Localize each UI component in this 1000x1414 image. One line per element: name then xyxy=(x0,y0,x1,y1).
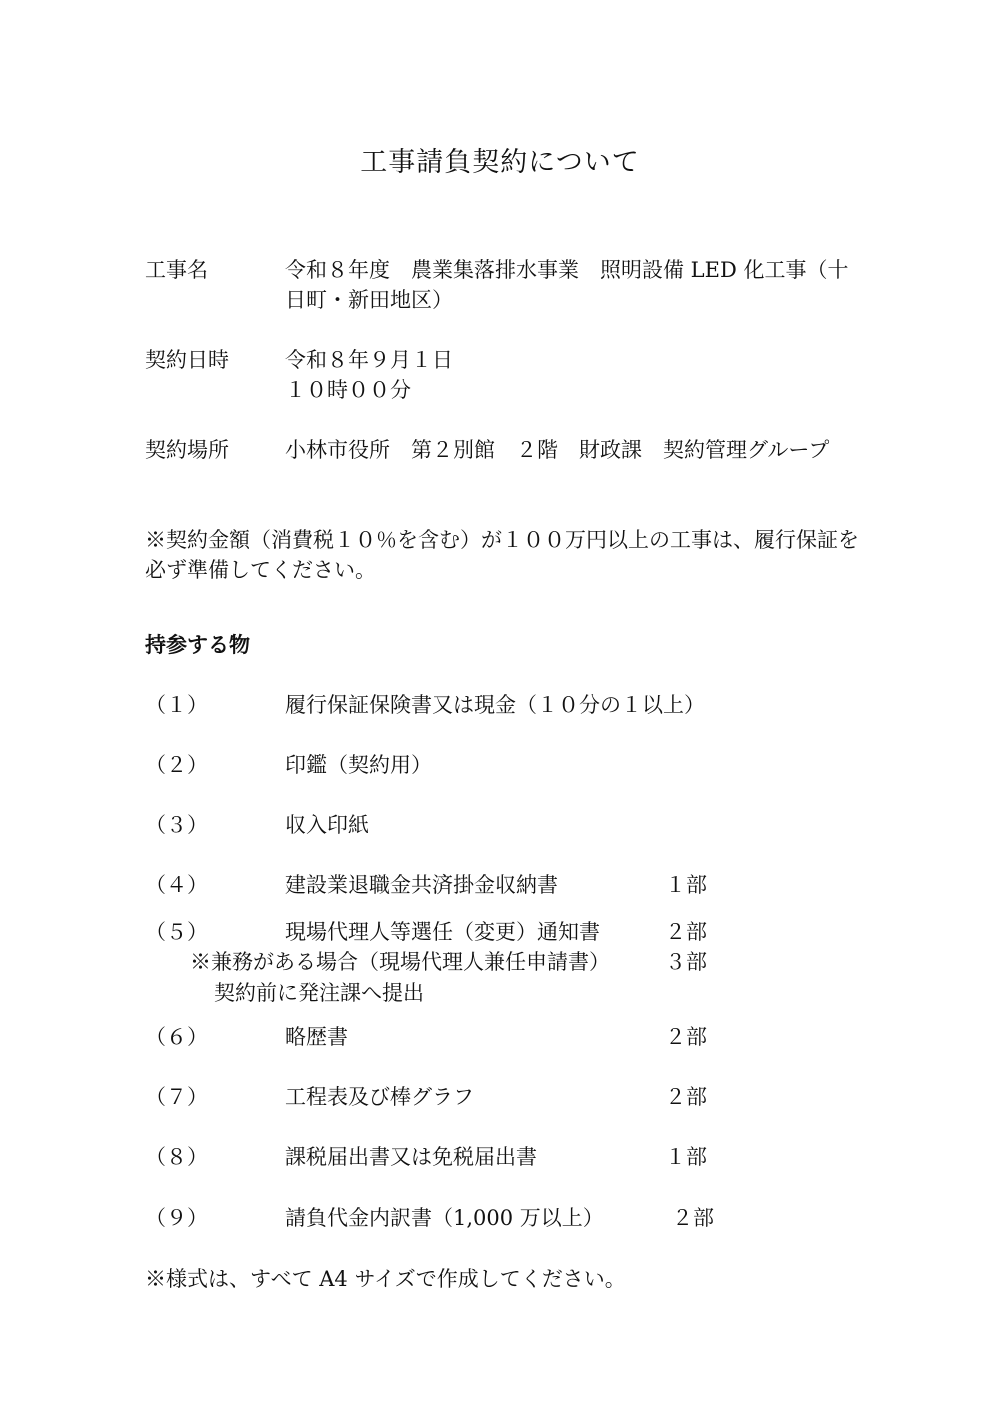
item-number: （３） xyxy=(145,813,208,837)
list-item xyxy=(145,690,865,720)
item-text: 略歴書 xyxy=(285,1025,348,1049)
field-label: 契約場所 xyxy=(145,438,229,462)
item-number: （２） xyxy=(145,753,208,777)
item-sub-text: ※兼務がある場合（現場代理人兼任申請書） xyxy=(190,950,610,974)
item-quantity: ２部 xyxy=(672,1206,714,1230)
item-sub-quantity: ３部 xyxy=(665,950,707,974)
list-item xyxy=(145,1082,865,1112)
field-value: 令和８年度 農業集落排水事業 照明設備 LED 化工事（十日町・新田地区） xyxy=(285,258,849,312)
contract-time: １０時００分 xyxy=(285,378,411,402)
item-number: （６） xyxy=(145,1025,208,1049)
list-item xyxy=(145,917,865,947)
item-number: （１） xyxy=(145,693,208,717)
list-item xyxy=(145,870,865,900)
item-sub-note: 契約前に発注課へ提出 xyxy=(214,981,424,1005)
field-value xyxy=(285,345,860,405)
field-label: 工事名 xyxy=(145,258,208,282)
list-item xyxy=(145,1022,865,1052)
item-number: （７） xyxy=(145,1085,208,1109)
item-text: 履行保証保険書又は現金（１０分の１以上） xyxy=(285,693,705,717)
item-text: 課税届出書又は免税届出書 xyxy=(285,1145,537,1169)
list-item xyxy=(145,1142,865,1172)
item-text: 工程表及び棒グラフ xyxy=(285,1085,474,1109)
format-notice: ※様式は、すべて A4 サイズで作成してください。 xyxy=(145,1267,626,1291)
item-number: （５） xyxy=(145,920,208,944)
item-number: （４） xyxy=(145,873,208,897)
item-quantity: ２部 xyxy=(665,1085,707,1109)
items-heading: 持参する物 xyxy=(145,632,250,657)
document-title: 工事請負契約について xyxy=(360,147,640,178)
item-text: 現場代理人等選任（変更）通知書 xyxy=(285,920,600,944)
list-item xyxy=(145,750,865,780)
item-text: 印鑑（契約用） xyxy=(285,753,432,777)
guarantee-notice: ※契約金額（消費税１０％を含む）が１００万円以上の工事は、履行保証を必ず準備してください。 xyxy=(145,528,859,582)
item-text: 請負代金内訳書（1,000 万以上） xyxy=(285,1206,604,1230)
item-number: （９） xyxy=(145,1206,208,1230)
item-text: 収入印紙 xyxy=(285,813,369,837)
list-item xyxy=(145,810,865,840)
item-text: 建設業退職金共済掛金収納書 xyxy=(285,873,558,897)
contract-date: 令和８年９月１日 xyxy=(285,348,453,372)
item-quantity: ２部 xyxy=(665,920,707,944)
item-quantity: １部 xyxy=(665,1145,707,1169)
list-item xyxy=(145,1203,865,1233)
item-quantity: ２部 xyxy=(665,1025,707,1049)
item-number: （８） xyxy=(145,1145,208,1169)
field-value: 小林市役所 第２別館 ２階 財政課 契約管理グループ xyxy=(285,438,830,462)
item-quantity: １部 xyxy=(665,873,707,897)
field-label: 契約日時 xyxy=(145,348,229,372)
